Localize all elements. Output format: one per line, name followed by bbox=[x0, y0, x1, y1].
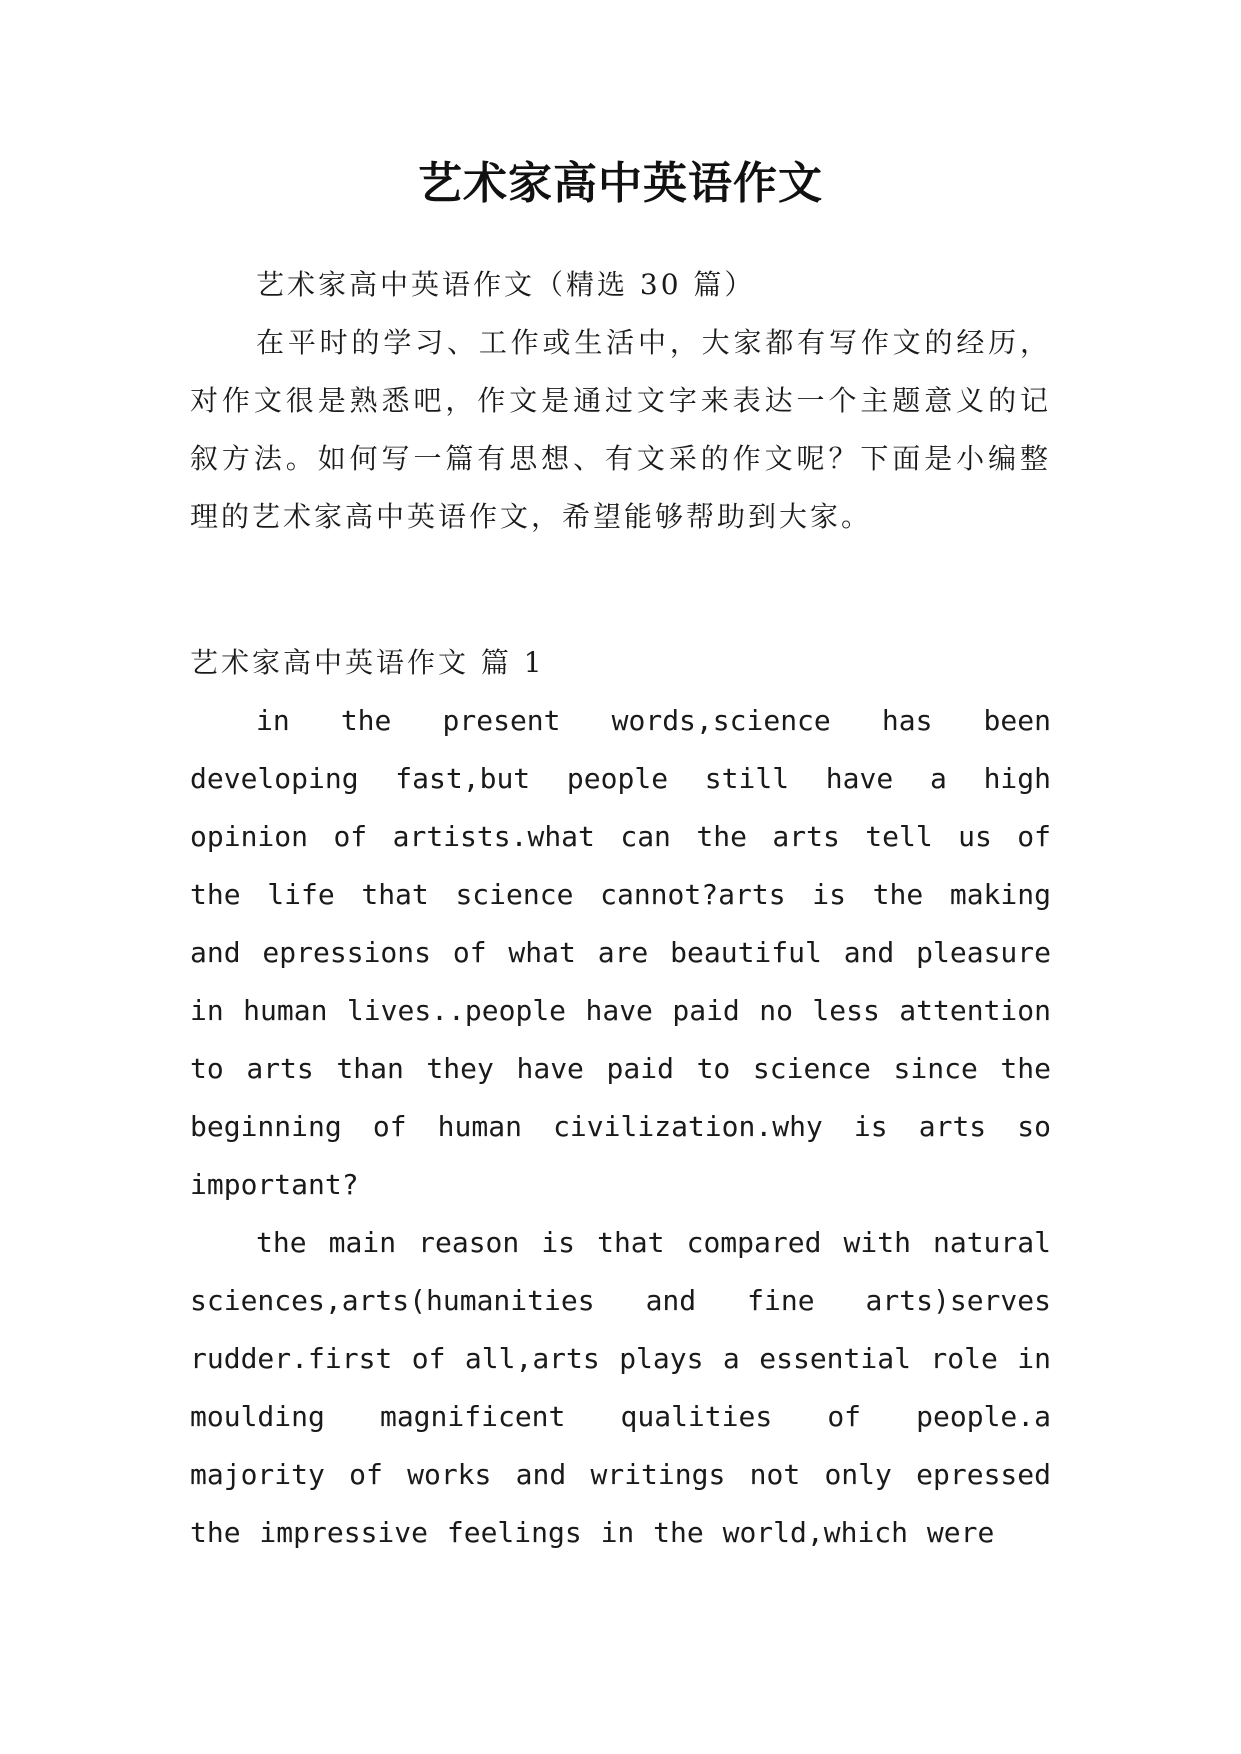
essay-paragraph: the main reason is that compared with natural sciences,arts(humanities and fine arts)serves rudder.first of all,arts plays a essential role in moulding magnificent qualities of people.a majority of works and writings not only epressed the impressive feelings in the world,which were bbox=[190, 1226, 1051, 1549]
essay-section bbox=[190, 634, 1051, 1562]
document-title: 艺术家高中英语作文 bbox=[418, 158, 823, 209]
intro-block bbox=[190, 256, 1051, 546]
section-heading: 艺术家高中英语作文 篇 1 bbox=[190, 646, 545, 679]
document-subtitle: 艺术家高中英语作文（精选 30 篇） bbox=[256, 268, 756, 301]
intro-paragraph: 在平时的学习、工作或生活中，大家都有写作文的经历，对作文很是熟悉吧，作文是通过文字来表达一个主题意义的记叙方法。如何写一篇有思想、有文采的作文呢？下面是小编整理的艺术家高中英语作文，希望能够帮助到大家。 bbox=[190, 326, 1051, 533]
essay-paragraph: in the present words,science has been developing fast,but people still have a high opinion of artists.what can the arts tell us of the life that science cannot?arts is the making and epressions of what are beautiful and pleasure in human lives..people have paid no less attention to arts than they have paid to science since the beginning of human civilization.why is arts so important? bbox=[190, 704, 1051, 1201]
